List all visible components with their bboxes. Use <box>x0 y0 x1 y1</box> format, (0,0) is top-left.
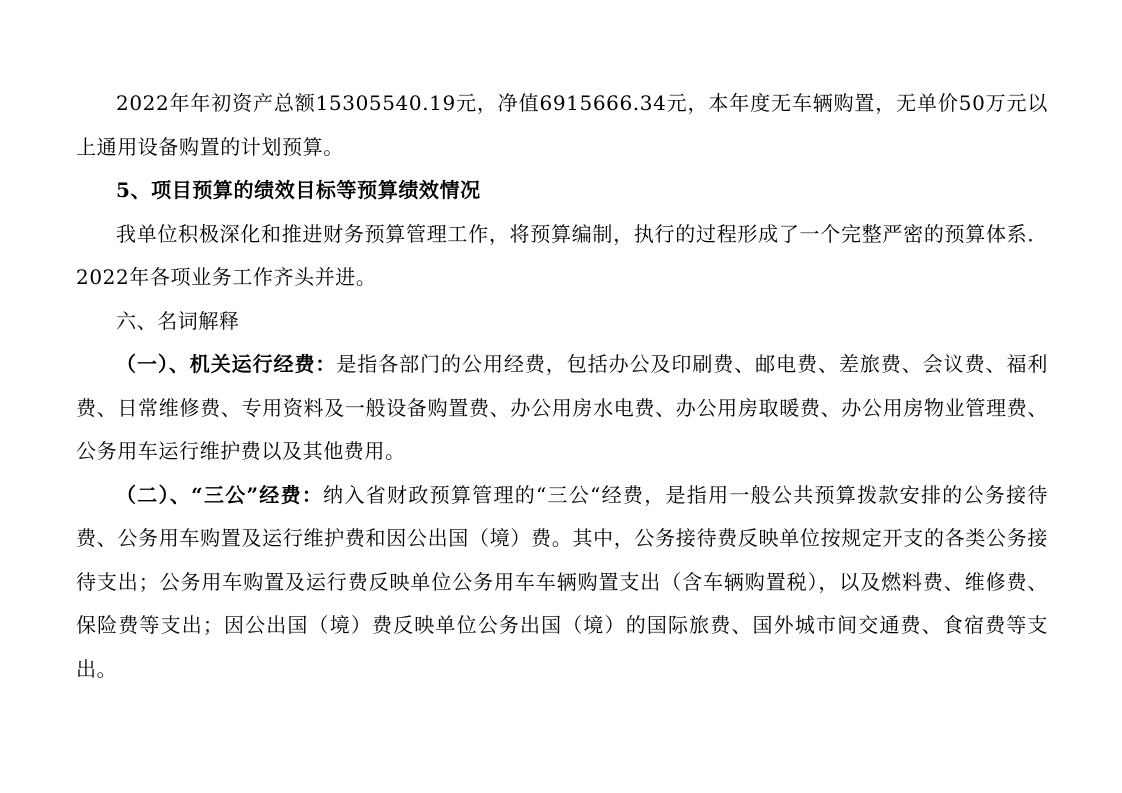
term-2-paragraph <box>76 474 1048 692</box>
term-2-definition: 纳入省财政预算管理的“三公“经费，是指用一般公共预算拨款安排的公务接待费、公务用车购置及运行维护费和因公出国（境）费。其中，公务接待费反映单位按规定开支的各类公务接待支出；公务用车购置及运行费反映单位公务用车车辆购置支出（含车辆购置税），以及燃料费、维修费、保险费等支出；因公出国（境）费反映单位公务出国（境）的国际旅费、国外城市间交通费、食宿费等支出。 <box>76 482 1048 681</box>
section-6-heading: 六、名词解释 <box>116 308 240 333</box>
section-5-heading: 5、项目预算的绩效目标等预算绩效情况 <box>116 178 481 202</box>
assets-paragraph: 2022年年初资产总额15305540.19元，净值6915666.34元，本年度无车辆购置，无单价50万元以上通用设备购置的计划预算。 <box>76 91 1048 159</box>
term-1-definition: 是指各部门的公用经费，包括办公及印刷费、邮电费、差旅费、会议费、福利费、日常维修费、专用资料及一般设备购置费、办公用房水电费、办公用房取暖费、办公用房物业管理费、公务用车运行维护费以及其他费用。 <box>76 352 1048 463</box>
section-5-paragraph: 我单位积极深化和推进财务预算管理工作，将预算编制，执行的过程形成了一个完整严密的预算体系．2022年各项业务工作齐头并进。 <box>76 221 1048 289</box>
term-2-label: （二）、“三公”经费： <box>116 482 324 507</box>
term-1-paragraph <box>76 343 1048 474</box>
document-page <box>76 82 1048 691</box>
term-1-label: （一）、机关运行经费： <box>116 352 337 376</box>
